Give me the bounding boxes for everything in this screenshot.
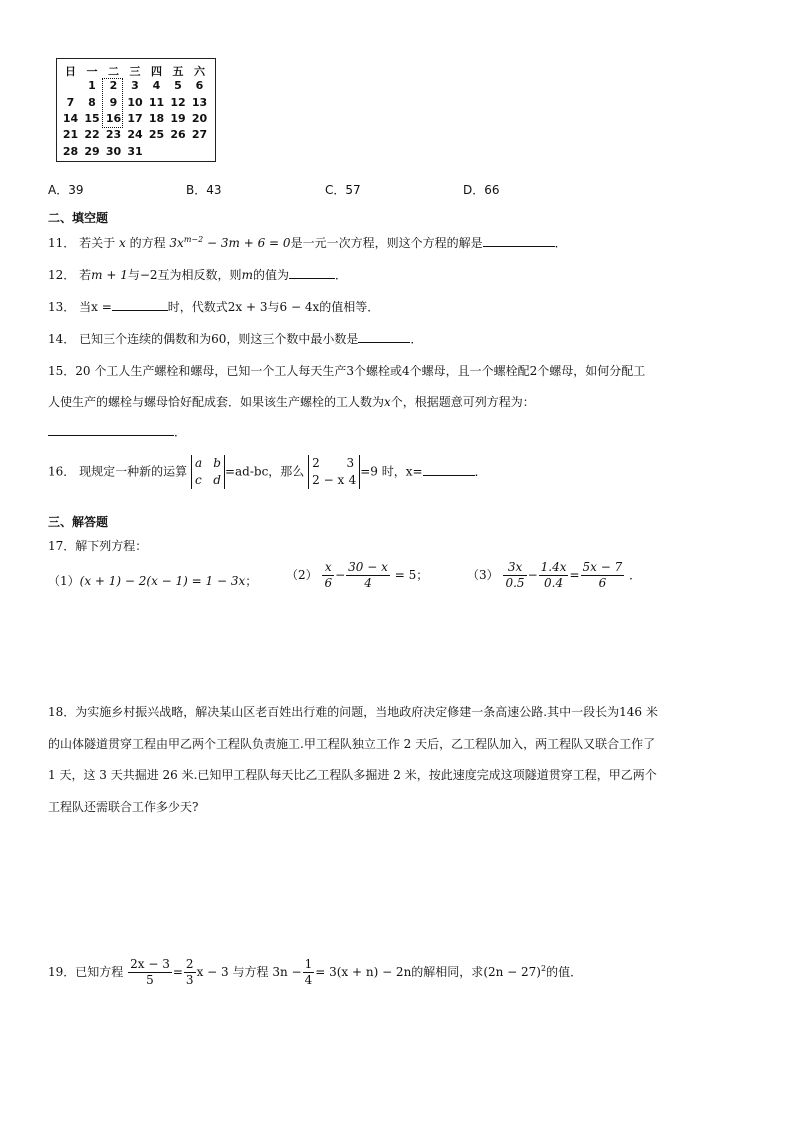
question-18-line-4: 工程队还需联合工作多少天?: [48, 800, 199, 814]
q19-text-3: 的解相同，求: [411, 965, 484, 979]
q17-part-1: [48, 572, 257, 589]
section-fill-in-title: 二、填空题: [48, 211, 109, 225]
det1-d: d: [213, 473, 221, 487]
frac-numerator: 2: [185, 957, 194, 971]
q15-end: ．: [174, 425, 187, 439]
q17-part-1-end: ；: [245, 574, 258, 588]
q11-expr-2: − 3m + 6 = 0: [207, 236, 291, 250]
q14-answer-blank[interactable]: [358, 342, 410, 343]
q13-expr-2: 6 − 4x: [279, 300, 320, 314]
q11-text-1: 若关于: [79, 236, 116, 250]
q18-number: 18．: [48, 705, 76, 719]
calendar-day: 9: [109, 95, 118, 109]
calendar-day: 28: [62, 144, 79, 158]
q13-answer-blank[interactable]: [112, 310, 168, 311]
q13-text-1: 当: [79, 300, 92, 314]
frac-numerator: 1.4x: [540, 560, 567, 574]
question-13: [48, 298, 379, 315]
choice-c: C．57: [325, 183, 361, 197]
calendar-table: [56, 58, 216, 162]
frac-denominator: 4: [364, 576, 372, 590]
q16-text-2: =ad-bc，那么: [224, 464, 305, 479]
calendar-day: 27: [191, 128, 208, 142]
question-18-line-2: 的山体隧道贯穿工程由甲乙两个工程队负责施工.甲工程队独立工作 2 天后，乙工程队加入，两工程队又联合工作了: [48, 737, 656, 751]
q16-answer-blank[interactable]: [423, 475, 475, 476]
frac-denominator: 3: [185, 973, 194, 987]
calendar-day: 22: [84, 128, 100, 142]
det1-c: c: [194, 473, 202, 487]
q17-intro-text: 解下列方程：: [75, 539, 148, 553]
question-17-intro: [48, 537, 147, 554]
q17-p3-equals: =: [569, 568, 580, 582]
calendar-day: 2: [109, 79, 118, 93]
calendar-weekday-header: 二: [108, 65, 119, 78]
q19-expr-1: x − 3: [196, 965, 229, 979]
det2-d: 4: [348, 473, 357, 487]
calendar-day: 4: [152, 79, 161, 93]
frac-denominator: 4: [304, 973, 313, 987]
q17-p3-fraction-1: [503, 560, 526, 591]
q14-text-1: 已知三个连续的偶数和为: [79, 332, 212, 346]
det2-a: 2: [312, 456, 320, 470]
q13-var-x: x =: [91, 300, 112, 314]
q19-number: 19．: [48, 965, 76, 979]
calendar-day: 12: [170, 95, 186, 109]
question-11: [48, 234, 567, 251]
calendar-day: 18: [148, 111, 165, 125]
q12-text-4: 的值为: [252, 268, 289, 282]
frac-denominator: 6: [324, 576, 333, 590]
q19-fraction-1: [128, 957, 172, 988]
calendar-day: 16: [105, 111, 122, 125]
det2-c: 2 − x: [312, 473, 345, 487]
q11-text-3: 是一元一次方程，则这个方程的解是: [290, 236, 483, 250]
calendar-day: 17: [127, 111, 143, 125]
q15-line-2-text: 人使生产的螺栓与螺母恰好配成套．如果该生产螺栓的工人数为: [48, 395, 385, 409]
calendar-day: 6: [195, 79, 204, 93]
frac-numerator: 3x: [503, 560, 526, 576]
question-15-line-3: [48, 423, 186, 440]
q13-text-2: 时，代数式: [167, 300, 228, 314]
calendar-day: 19: [170, 111, 186, 125]
q14-number: 14．: [48, 332, 76, 346]
q17-part-2-label: （2）: [286, 568, 318, 582]
calendar-day: 14: [62, 111, 79, 125]
calendar-day: 26: [170, 128, 186, 142]
det1-a: a: [194, 456, 203, 470]
q15-answer-blank[interactable]: [48, 435, 174, 436]
question-15-line-2: [48, 393, 535, 410]
q13-number: 13．: [48, 300, 76, 314]
q16-number: 16．: [48, 464, 76, 479]
q11-end: ．: [554, 236, 567, 250]
q11-number: 11．: [48, 236, 76, 250]
calendar-day: 15: [84, 111, 100, 125]
q12-expr-2: −2: [139, 268, 158, 282]
det2-b: 3: [346, 456, 355, 470]
question-15-line-1: [48, 362, 645, 379]
q16-determinant-problem: [308, 455, 360, 489]
q16-end: ．: [474, 464, 487, 479]
q17-part-2: [286, 560, 428, 591]
q19-exponent: 2: [541, 964, 547, 973]
q15-line-2b-text: 个，根据题意可列方程为：: [390, 395, 535, 409]
q17-p3-fraction-3: [581, 560, 625, 591]
frac-denominator: 0.4: [544, 576, 564, 590]
q16-text-3: =9 时，x=: [360, 464, 423, 479]
q17-part-3: [467, 560, 641, 591]
q11-answer-blank[interactable]: [483, 246, 555, 247]
q17-part-1-label: （1）: [48, 574, 80, 588]
calendar-day: 3: [131, 79, 139, 93]
calendar-weekday-header: 五: [172, 65, 184, 78]
q17-p2-fraction-2: [346, 560, 390, 591]
q11-var-x: x: [118, 236, 126, 250]
q17-part-3-label: （3）: [467, 568, 499, 582]
q14-end: ．: [410, 332, 423, 346]
calendar-day: 1: [88, 79, 96, 93]
q17-p2-end: ；: [416, 568, 429, 582]
q17-number: 17．: [48, 539, 76, 553]
q17-p3-end: ．: [629, 568, 642, 582]
q13-expr: 2x + 3: [227, 300, 268, 314]
calendar-day: 24: [127, 128, 143, 142]
q12-text-2: 与: [127, 268, 140, 282]
q19-equals: =: [172, 965, 183, 979]
q11-exponent: m−2: [183, 235, 204, 244]
calendar-day: 11: [148, 95, 165, 109]
calendar-weekday-header: 日: [65, 65, 76, 78]
q12-text-1: 若: [79, 268, 92, 282]
q11-expr: 3x: [169, 236, 184, 250]
calendar-day: 31: [127, 144, 143, 158]
calendar-day: 13: [191, 95, 208, 109]
frac-numerator: 5x − 7: [582, 560, 623, 574]
question-14: [48, 330, 422, 347]
q12-end: ．: [334, 268, 347, 282]
det1-b: b: [213, 456, 221, 470]
calendar-day: 21: [62, 128, 79, 142]
question-12: [48, 266, 347, 283]
question-18-line-3: 1 天，这 3 天共掘进 26 米.已知甲工程队每天比乙工程队多掘进 2 米，按此速度完成这项隧道贯穿工程，甲乙两个: [48, 768, 657, 782]
frac-numerator: 2x − 3: [130, 957, 170, 971]
q19-text-2: 与方程: [232, 965, 269, 979]
q13-text-3: 与: [267, 300, 280, 314]
choice-a: A．39: [48, 183, 84, 197]
q17-part-1-equation: (x + 1) − 2(x − 1) = 1 − 3x: [79, 574, 246, 588]
q13-text-4: 的值相等．: [319, 300, 380, 314]
frac-numerator: 1: [304, 957, 313, 971]
q19-text-1: 已知方程: [75, 965, 124, 979]
question-19: [48, 957, 582, 988]
q14-number-60: 60: [211, 332, 227, 346]
q12-answer-blank[interactable]: [289, 278, 335, 279]
q17-p2-rhs: = 5: [394, 568, 417, 582]
section-solve-title: 三、解答题: [48, 515, 109, 529]
calendar-day: 20: [191, 111, 208, 125]
q17-p3-fraction-2: [539, 560, 569, 591]
frac-denominator: 0.5: [505, 576, 525, 590]
calendar-weekday-header: 六: [194, 65, 205, 78]
q19-fraction-3: [303, 957, 315, 988]
q19-expr-2: 3n −: [272, 965, 302, 979]
calendar-dotted-selection-box: [102, 78, 123, 128]
choice-b: B．43: [186, 183, 222, 197]
frac-denominator: 6: [598, 576, 607, 590]
frac-numerator: x: [322, 560, 334, 576]
calendar-day: 7: [66, 95, 75, 109]
q15-line-1-text: 20 个工人生产螺栓和螺母，已知一个工人每天生产3个螺栓或4个螺母，且一个螺栓配2个螺母，如何分配工: [75, 364, 646, 378]
calendar-day: 5: [174, 79, 182, 93]
q19-expr-3: = 3(x + n) − 2n: [315, 965, 412, 979]
q12-number: 12．: [48, 268, 76, 282]
q12-var-m: m: [241, 268, 253, 282]
calendar-day: 23: [105, 128, 122, 142]
calendar-day: 10: [127, 95, 143, 109]
question-16: [48, 455, 487, 489]
q15-number: 15．: [48, 364, 76, 378]
q17-p3-minus: −: [527, 568, 538, 582]
choice-d: D．66: [463, 183, 500, 197]
q12-expr: m + 1: [91, 268, 128, 282]
q16-determinant-definition: [191, 455, 225, 489]
q17-p2-minus: −: [335, 568, 346, 582]
calendar-day: 29: [84, 144, 100, 158]
q15-var-x: x: [384, 395, 391, 409]
q14-text-2: ，则这三个数中最小数是: [226, 332, 359, 346]
q19-fraction-2: [184, 957, 196, 988]
q12-text-3: 互为相反数，则: [157, 268, 242, 282]
calendar-day: 25: [148, 128, 165, 142]
q11-text-2: 的方程: [129, 236, 166, 250]
q18-line-1-text: 为实施乡村振兴战略，解决某山区老百姓出行难的问题，当地政府决定修建一条高速公路.其中一段长为146 米: [75, 705, 658, 719]
calendar-weekday-header: 一: [86, 65, 98, 78]
q17-p2-fraction-1: [322, 560, 334, 591]
frac-denominator: 5: [146, 973, 154, 987]
q19-expr-4: (2n − 27): [483, 965, 541, 979]
frac-numerator: 30 − x: [348, 560, 388, 574]
question-18-line-1: [48, 703, 658, 720]
calendar-day: 8: [88, 95, 96, 109]
q19-text-4: 的值．: [546, 965, 583, 979]
calendar-weekday-header: 三: [129, 65, 141, 78]
q16-text-1: 现规定一种新的运算: [79, 464, 188, 479]
calendar-weekday-header: 四: [151, 65, 162, 78]
calendar-day: 30: [105, 144, 122, 158]
